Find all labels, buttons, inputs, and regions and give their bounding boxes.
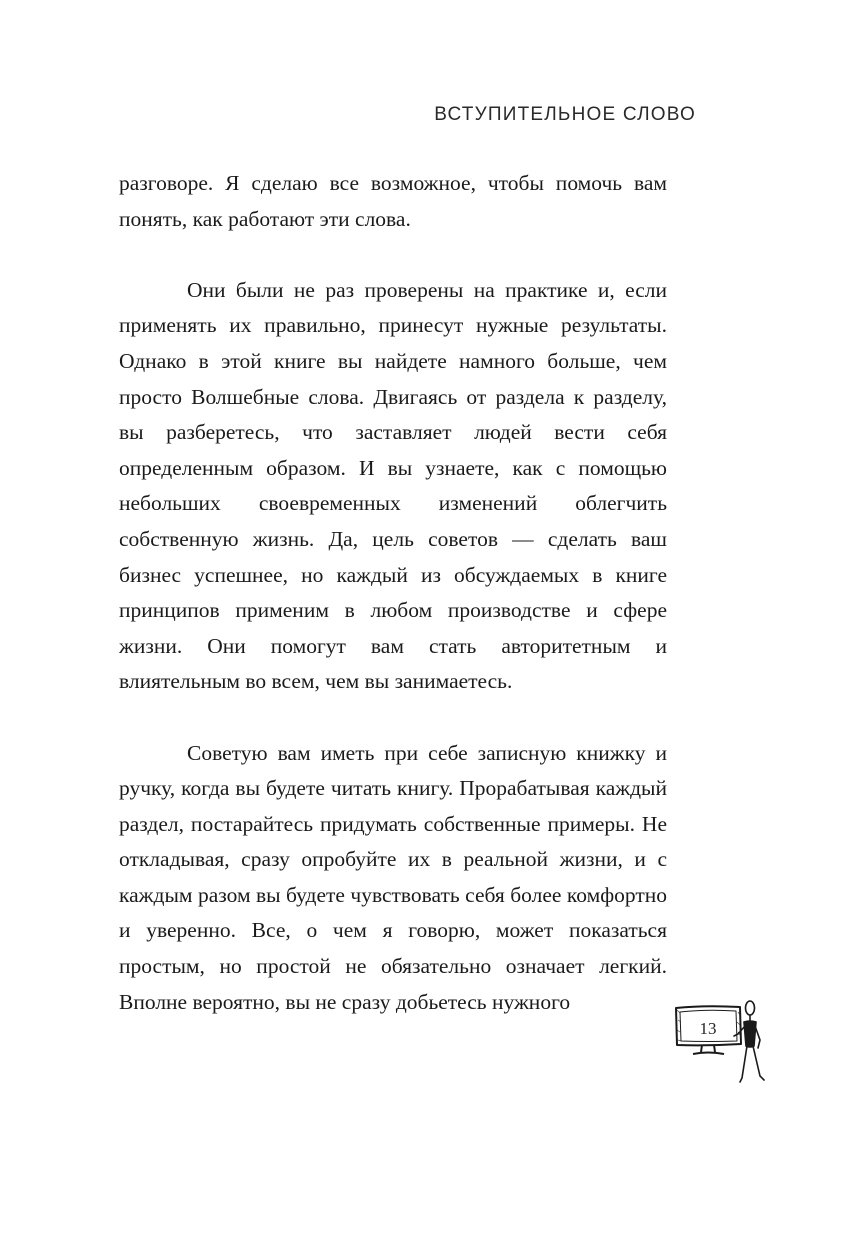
page-number: 13 [699,1019,717,1038]
body-text [119,166,667,1056]
running-head-title: ВСТУПИТЕЛЬНОЕ СЛОВО [434,104,696,125]
paragraph-2: Они были не раз проверены на практике и, если применять их правильно, принесут нужные результаты. Однако в этой книге вы найдете намного больше, чем просто Волшебные слова. Двигаясь от раздела к разделу, вы разберетесь, что заставляет людей вести себя определенным образом. И вы узнаете, как с помощью небольших своевременных изменений облегчить собственную жизнь. Да, цель советов — сделать ваш бизнес успешнее, но каждый из обсуждаемых в книге принципов применим в любом производстве и сфере жизни. Они помогут вам стать авторитетным и влиятельным во всем, чем вы занимаетесь. [119,277,667,694]
paragraph-1: разговоре. Я сделаю все возможное, чтобы помочь вам понять, как работают эти слова. [119,171,667,231]
paragraph-3: Советую вам иметь при себе записную книжку и ручку, когда вы будете читать книгу. Прорабатывая каждый раздел, постарайтесь придумать собственные примеры. Не откладывая, сразу опробуйте их в реальной жизни, и с каждым разом вы будете чувствовать себя более комфортно и уверенно. Все, о чем я говорю, может показаться простым, но простой не обязательно означает легкий. Вполне вероятно, вы не сразу добьетесь нужного [119,740,667,1014]
